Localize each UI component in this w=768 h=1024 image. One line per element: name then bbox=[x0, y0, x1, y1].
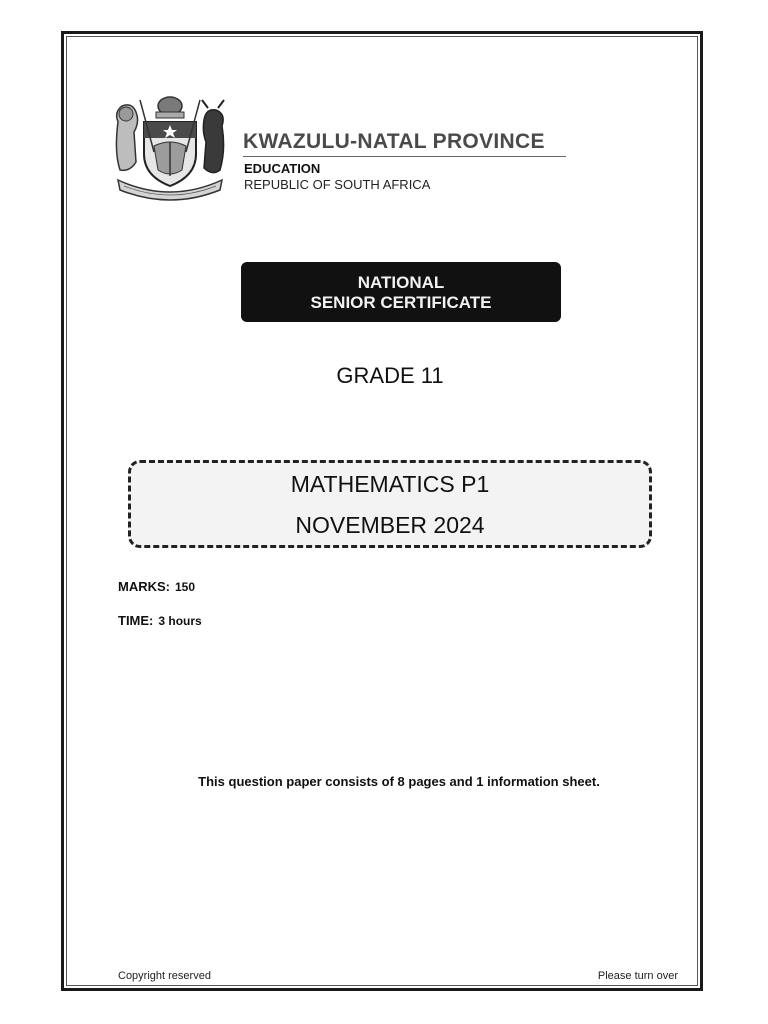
marks-row bbox=[118, 579, 195, 594]
grade-label: GRADE 11 bbox=[336, 363, 444, 388]
copyright-footer: Copyright reserved bbox=[118, 970, 211, 982]
header-divider bbox=[243, 156, 566, 157]
subject-box bbox=[128, 460, 652, 548]
department-name: EDUCATION bbox=[244, 161, 321, 176]
province-title: KWAZULU-NATAL PROVINCE bbox=[243, 130, 545, 153]
banner-line-senior-certificate: SENIOR CERTIFICATE bbox=[310, 293, 492, 312]
coat-of-arms-icon bbox=[110, 92, 230, 204]
subject-title: MATHEMATICS P1 bbox=[290, 471, 490, 497]
banner-line-national: NATIONAL bbox=[357, 273, 445, 292]
time-label: TIME: bbox=[118, 613, 154, 628]
time-row bbox=[118, 613, 202, 628]
marks-label: MARKS: bbox=[118, 579, 170, 594]
exam-session: NOVEMBER 2024 bbox=[295, 512, 485, 538]
turn-over-footer: Please turn over bbox=[597, 970, 678, 982]
pages-note: This question paper consists of 8 pages and 1 information sheet. bbox=[198, 774, 600, 789]
time-value: 3 hours bbox=[158, 614, 202, 628]
marks-value: 150 bbox=[175, 580, 196, 594]
certificate-banner bbox=[241, 262, 561, 322]
country-name: REPUBLIC OF SOUTH AFRICA bbox=[244, 177, 431, 192]
